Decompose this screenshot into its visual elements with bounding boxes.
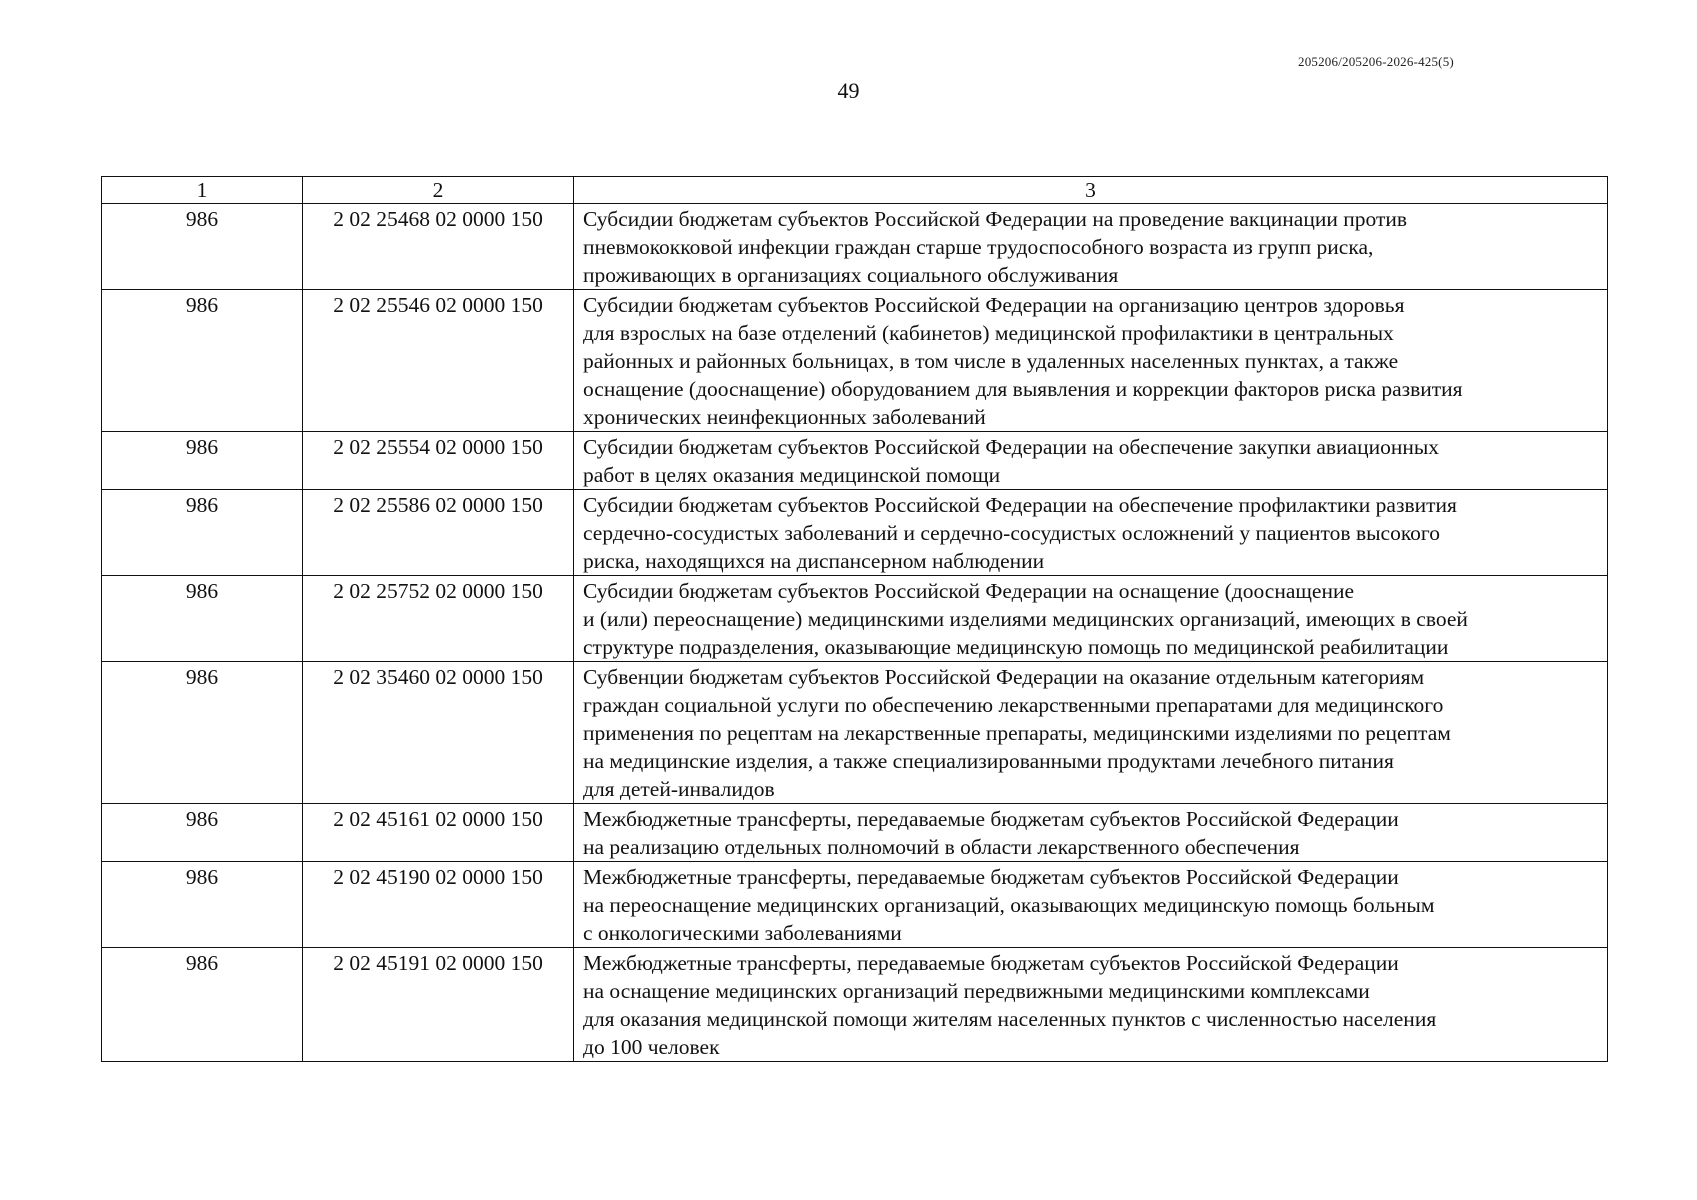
income-code-cell: 2 02 25546 02 0000 150 bbox=[303, 290, 574, 432]
table-row bbox=[102, 804, 1608, 862]
income-name-line: на медицинские изделия, а также специализированными продуктами лечебного питания bbox=[583, 749, 1394, 773]
income-name-line: работ в целях оказания медицинской помощи bbox=[583, 463, 1001, 487]
income-name-cell bbox=[574, 290, 1608, 432]
income-name-line: Субсидии бюджетам субъектов Российской Федерации на оснащение (дооснащение bbox=[583, 579, 1355, 603]
income-name-cell bbox=[574, 662, 1608, 804]
income-code-cell: 2 02 45191 02 0000 150 bbox=[303, 948, 574, 1062]
admin-code-cell: 986 bbox=[102, 862, 303, 948]
income-name-line: Субсидии бюджетам субъектов Российской Федерации на проведение вакцинации против bbox=[583, 207, 1408, 231]
income-code-cell: 2 02 25554 02 0000 150 bbox=[303, 432, 574, 490]
document-reference: 205206/205206-2026-425(5) bbox=[1298, 54, 1454, 69]
admin-code-cell: 986 bbox=[102, 804, 303, 862]
income-name-line: на оснащение медицинских организаций передвижными медицинскими комплексами bbox=[583, 979, 1370, 1003]
income-name-line: для оказания медицинской помощи жителям населенных пунктов с численностью населения bbox=[583, 1007, 1437, 1031]
admin-code-cell: 986 bbox=[102, 290, 303, 432]
admin-code-cell: 986 bbox=[102, 662, 303, 804]
table-body bbox=[102, 204, 1608, 1062]
income-name-line: структуре подразделения, оказывающие медицинскую помощь по медицинской реабилитации bbox=[583, 635, 1449, 659]
income-name-line: Субсидии бюджетам субъектов Российской Федерации на обеспечение закупки авиационных bbox=[583, 435, 1440, 459]
income-name-cell bbox=[574, 804, 1608, 862]
table-row bbox=[102, 662, 1608, 804]
table-row bbox=[102, 290, 1608, 432]
income-name-line: районных и районных больницах, в том числе в удаленных населенных пунктах, а также bbox=[583, 349, 1399, 373]
income-name-line: граждан социальной услуги по обеспечению лекарственными препаратами для медицинского bbox=[583, 693, 1444, 717]
column-header-3: 3 bbox=[574, 177, 1608, 204]
admin-code-cell: 986 bbox=[102, 490, 303, 576]
income-name-line: Субсидии бюджетам субъектов Российской Федерации на организацию центров здоровья bbox=[583, 293, 1405, 317]
income-name-line: Межбюджетные трансферты, передаваемые бюджетам субъектов Российской Федерации bbox=[583, 951, 1399, 975]
income-name-line: сердечно-сосудистых заболеваний и сердечно-сосудистых осложнений у пациентов высокого bbox=[583, 521, 1440, 545]
table-row bbox=[102, 490, 1608, 576]
income-code-cell: 2 02 25586 02 0000 150 bbox=[303, 490, 574, 576]
admin-code-cell: 986 bbox=[102, 204, 303, 290]
income-name-line: пневмококковой инфекции граждан старше трудоспособного возраста из групп риска, bbox=[583, 235, 1374, 259]
budget-classification-table bbox=[101, 176, 1608, 1062]
table-row bbox=[102, 432, 1608, 490]
income-name-line: до 100 человек bbox=[583, 1035, 720, 1059]
income-name-line: для взрослых на базе отделений (кабинетов) медицинской профилактики в центральных bbox=[583, 321, 1394, 345]
income-name-line: на переоснащение медицинских организаций, оказывающих медицинскую помощь больным bbox=[583, 893, 1435, 917]
income-name-cell bbox=[574, 948, 1608, 1062]
income-name-line: с онкологическими заболеваниями bbox=[583, 921, 902, 945]
income-name-cell bbox=[574, 862, 1608, 948]
admin-code-cell: 986 bbox=[102, 432, 303, 490]
income-code-cell: 2 02 25752 02 0000 150 bbox=[303, 576, 574, 662]
table-row bbox=[102, 948, 1608, 1062]
income-code-cell: 2 02 45190 02 0000 150 bbox=[303, 862, 574, 948]
income-code-cell: 2 02 45161 02 0000 150 bbox=[303, 804, 574, 862]
income-name-line: Субсидии бюджетам субъектов Российской Федерации на обеспечение профилактики развития bbox=[583, 493, 1457, 517]
income-name-line: и (или) переоснащение) медицинскими изделиями медицинских организаций, имеющих в своей bbox=[583, 607, 1468, 631]
admin-code-cell: 986 bbox=[102, 948, 303, 1062]
income-name-line: Субвенции бюджетам субъектов Российской Федерации на оказание отдельным категориям bbox=[583, 665, 1425, 689]
admin-code-cell: 986 bbox=[102, 576, 303, 662]
income-code-cell: 2 02 35460 02 0000 150 bbox=[303, 662, 574, 804]
income-code-cell: 2 02 25468 02 0000 150 bbox=[303, 204, 574, 290]
column-header-2: 2 bbox=[303, 177, 574, 204]
income-name-line: оснащение (дооснащение) оборудованием для выявления и коррекции факторов риска развития bbox=[583, 377, 1463, 401]
income-name-line: Межбюджетные трансферты, передаваемые бюджетам субъектов Российской Федерации bbox=[583, 807, 1399, 831]
page-number: 49 bbox=[837, 78, 860, 103]
table-row bbox=[102, 576, 1608, 662]
income-name-line: на реализацию отдельных полномочий в области лекарственного обеспечения bbox=[583, 835, 1300, 859]
income-name-line: риска, находящихся на диспансерном наблюдении bbox=[583, 549, 1045, 573]
table-row bbox=[102, 204, 1608, 290]
income-name-line: применения по рецептам на лекарственные препараты, медицинскими изделиями по рецептам bbox=[583, 721, 1451, 745]
income-name-line: проживающих в организациях социального обслуживания bbox=[583, 263, 1119, 287]
income-name-line: хронических неинфекционных заболеваний bbox=[583, 405, 986, 429]
table-row bbox=[102, 862, 1608, 948]
income-name-cell bbox=[574, 576, 1608, 662]
column-header-1: 1 bbox=[102, 177, 303, 204]
income-name-cell bbox=[574, 490, 1608, 576]
income-name-line: Межбюджетные трансферты, передаваемые бюджетам субъектов Российской Федерации bbox=[583, 865, 1399, 889]
income-name-cell bbox=[574, 204, 1608, 290]
income-name-cell bbox=[574, 432, 1608, 490]
income-name-line: для детей-инвалидов bbox=[583, 777, 775, 801]
table-header-row bbox=[102, 177, 1608, 204]
